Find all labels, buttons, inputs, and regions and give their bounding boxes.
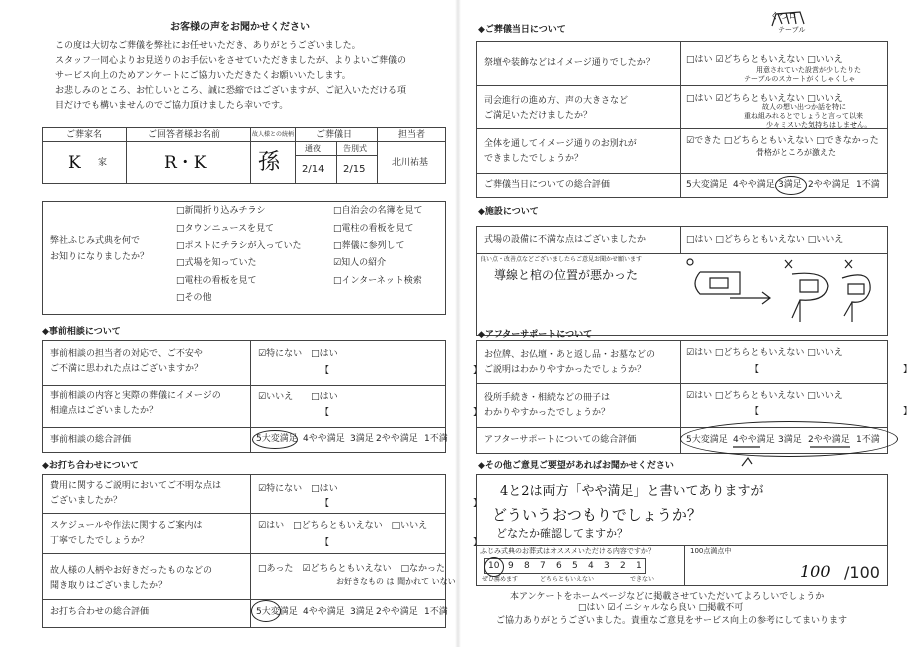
day-q1: 祭壇や装飾などはイメージ通りでしたか？ [484,58,655,68]
rating-option[interactable]: 1不満 [856,435,880,445]
wake-label: 通夜 [305,144,321,153]
rating-option[interactable]: 5大変満足 [256,607,298,617]
rating-option[interactable]: 2やや満足 [376,607,418,617]
doodle-text-2: テーブル [778,26,806,34]
day-heading: ◆ご葬儀当日について [478,25,566,35]
rating-circle [775,176,807,195]
inquiry-q3-note: お好きなもの は 聞かれて いない [336,577,456,586]
date-label: ご葬儀日 [316,130,353,140]
day-q3-note: 骨格がところが激えた [756,148,836,157]
thanks-text: ご協力ありがとうございました。貴重なご意見をサービス向上の参考にしてまいります [496,616,848,626]
source-option[interactable]: □式場を知っていた [176,258,257,268]
rating-option[interactable]: 4やや満足 [733,180,775,190]
source-option[interactable]: □電柱の看板を見て [333,224,414,234]
source-option[interactable]: □葬儀に参列して [333,241,405,251]
after-q2-line1: 役所手続き・相続などの冊子は [484,393,611,403]
scale-value[interactable]: 7 [540,561,546,571]
scale-circle [484,557,504,577]
after-q2-bracket: 【 】 [750,407,913,417]
relation-value: 孫 [258,150,281,175]
after-q1-line2: ご説明はわかりやすかったでしょうか？ [484,365,647,375]
rating-option[interactable]: 5大変満足 [256,434,298,444]
day-q3-line2: できましたでしょうか？ [484,154,584,164]
inquiry-q4: お打ち合わせの総合評価 [50,607,150,617]
consult-q1-options[interactable]: ☑特にない □はい [258,349,338,359]
other-heading: ◆その他ご意見ご要望があればお聞かせください [478,461,674,471]
consult-q2-line1: 事前相談の内容と実際の葬儀にイメージの [50,391,221,401]
inquiry-q2-line1: スケジュールや作法に関するご案内は [50,521,203,531]
rating-option[interactable]: 2やや満足 [808,435,850,445]
intro-line-2: スタッフ一同心よりお見送りのお手伝いをさせていただきましたが、よりよいご葬儀の [55,56,407,66]
relation-label: 故人様との続柄 [252,131,295,138]
rating-option[interactable]: 2やや満足 [376,434,418,444]
respondent-label: ご回答者様お名前 [148,130,221,140]
consult-q2-line2: 相違点はございましたか？ [50,406,159,416]
scale-left: ぜひ薦めます [482,576,519,583]
day-q4: ご葬儀当日についての総合評価 [484,180,610,190]
day-q3-options[interactable]: ☑できた □どちらともいえない □できなかった [686,136,879,146]
inquiry-q1-line2: ございましたか？ [50,496,123,506]
inquiry-q2-options[interactable]: ☑はい □どちらともいえない □いいえ [258,521,428,531]
after-q3: アフターサポートについての総合評価 [484,435,637,445]
comment-line-3: どなたか確認してますか？ [496,527,628,540]
inquiry-q3-line1: 故人様の人柄やお好きだったものなどの [50,566,213,576]
rating-option[interactable]: 4やや満足 [303,607,345,617]
scale-value[interactable]: 9 [508,561,514,571]
rating-option[interactable]: 5大変満足 [686,180,728,190]
family-label: ご葬家名 [66,130,103,140]
page-fold [455,0,461,647]
rating-option[interactable]: 3満足 [350,607,374,617]
source-option[interactable]: □新聞折り込みチラシ [176,206,266,216]
wake-value: 2/14 [302,164,325,175]
after-q1-options[interactable]: ☑はい □どちらともいえない □いいえ [686,348,843,358]
rating-option[interactable]: 1不満 [424,607,448,617]
facility-q2-label: 良い点・改善点などございましたらご意見お聞かせ願います [480,256,643,263]
source-question-1: 弊社ふじみ式典を何で [50,236,141,246]
consult-q1-bracket: 【 】 [320,366,483,376]
staff-label: 担当者 [398,130,426,140]
scale-value[interactable]: 2 [620,561,626,571]
comment-line-2: どういうおつもりでしょうか？ [492,506,702,524]
comment-line-1: 4と2は両方「やや満足」と書いてありますが [500,484,764,499]
intro-line-4: お悲しみのところ、お忙しいところ、誠に恐縮ではございますが、ご記入いただける項 [55,86,407,96]
after-q2-line2: わかりやすかったでしょうか？ [484,408,611,418]
scale-value[interactable]: 4 [588,561,594,571]
facility-q2-note: 導線と棺の位置が悪かった [494,268,639,282]
consult-q1-line1: 事前相談の担当者の対応で、ご不安や [50,349,203,359]
consult-heading: ◆事前相談について [42,327,121,337]
consult-q2-options[interactable]: ☑いいえ □はい [258,392,338,402]
inquiry-q2-bracket: 【 】 [320,538,483,548]
intro-line-5: 目だけでも構いませんのでご協力頂けましたら幸いです。 [55,101,289,111]
day-q2-line1: 司会進行の進め方、声の大きさなど [484,96,629,106]
score-handwritten: 100 [800,562,831,581]
funeral-value: 2/15 [343,164,366,175]
day-q3-line1: 全体を通してイメージ通りのお別れが [484,139,637,149]
rating-option[interactable]: 2やや満足 [808,180,850,190]
scale-value[interactable]: 8 [524,561,530,571]
funeral-label: 告別式 [343,144,367,153]
facility-q1: 式場の設備に不満な点はございましたか [484,235,647,245]
day-q2-line2: ご満足いただけましたか？ [484,111,593,121]
publish-options[interactable]: □はい ☑イニシャルなら良い □掲載不可 [578,603,744,613]
scale-value[interactable]: 3 [604,561,610,571]
scale-value[interactable]: 10 [488,561,500,571]
staff-value: 北川祐基 [392,158,429,168]
inquiry-q3-options[interactable]: □あった ☑どちらともいえない □なかった [258,564,445,574]
facility-heading: ◆施設について [478,207,539,217]
after-q2-options[interactable]: ☑はい □どちらともいえない □いいえ [686,391,843,401]
rating-option[interactable]: 1不満 [424,434,448,444]
recommend-label: ふじみ式典のお葬式はオススメいただける内容ですか？ [480,547,655,555]
scale-right: できない [630,576,655,583]
after-heading: ◆アフターサポートについて [478,330,593,340]
source-option[interactable]: □自治会の名簿を見て [333,206,423,216]
family-value: K [68,153,81,173]
inquiry-q1-bracket: 【 】 [320,499,483,509]
source-question-2: お知りになりましたか？ [50,252,150,262]
rating-circle [251,600,281,622]
source-option[interactable]: □その他 [176,293,212,303]
day-q1-note-1: 用意されていた設営が少したりた [756,66,861,74]
source-option[interactable]: □電柱の看板を見て [176,276,257,286]
day-q2-note-3: 少々ミスいた気持ちはしません。 [766,121,872,129]
respondent-value: R・K [164,153,207,173]
rating-option[interactable]: 3満足 [350,434,374,444]
rating-option[interactable]: 4やや満足 [733,435,775,445]
rating-option[interactable]: 5大変満足 [686,435,728,445]
scale-value[interactable]: 5 [572,561,578,571]
rating-option[interactable]: 3満足 [778,435,802,445]
inquiry-q1-line1: 費用に関するご説明においてご不明な点は [50,481,222,491]
day-q1-options[interactable]: □はい ☑どちらともいえない □いいえ [686,55,843,65]
publish-question: 本アンケートをホームページなどに掲載させていただいてよろしいでしょうか [510,592,825,602]
rating-option[interactable]: 1不満 [856,180,880,190]
inquiry-q3-line2: 聞き取りはございましたか？ [50,581,168,591]
after-q1-bracket: 【 】 [750,365,913,375]
scale-value[interactable]: 6 [556,561,562,571]
survey-title: お客様の声をお聞かせください [170,22,310,33]
rating-option[interactable]: 4やや満足 [303,434,345,444]
intro-line-3: サービス向上のためアンケートにご協力いただきたくお願いいたします。 [55,71,351,81]
doodle-text: くつロ [770,12,798,22]
family-suffix: 家 [98,158,108,168]
inquiry-heading: ◆お打ち合わせについて [42,461,139,471]
after-q1-line1: お位牌、お仏壇・あと返し品・お墓などの [484,350,656,360]
inquiry-q2-line2: 丁寧でしたでしょうか？ [50,536,150,546]
scale-mid: どちらともいえない [540,576,595,583]
source-option[interactable]: ☑知人の紹介 [333,258,387,268]
rating-circle [680,421,898,457]
consult-q2-bracket: 【 】 [320,408,483,418]
score-label: 100点満点中 [690,547,732,555]
day-q2-note-2: 重ね組みれるとでしょうと言って以来 [744,112,863,120]
scale-value[interactable]: 1 [636,561,642,571]
consult-q3: 事前相談の総合評価 [50,435,132,445]
source-option[interactable]: □インターネット検索 [333,276,422,286]
inquiry-q1-options[interactable]: ☑特にない □はい [258,484,338,494]
info-table [42,127,446,184]
intro-line-1: この度は大切なご葬儀を弊社にお任せいただき、ありがとうございました。 [55,41,361,51]
rating-option[interactable]: 3満足 [778,180,802,190]
day-q1-note-2: テーブルのスカートがくしゃくしゃ [744,75,856,83]
day-q2-options[interactable]: □はい ☑どちらともいえない □いいえ [686,94,843,104]
source-option[interactable]: □タウンニュースを見て [176,224,275,234]
rating-circle [252,430,298,449]
consult-q1-line2: ご不満に思われた点はございますか？ [50,364,204,374]
facility-q1-options[interactable]: □はい □どちらともいえない □いいえ [686,235,844,245]
day-q2-note-1: 故人の想い出つか話を特に [762,103,846,111]
score-printed: /100 [844,563,880,582]
source-option[interactable]: □ポストにチラシが入っていた [176,241,302,251]
